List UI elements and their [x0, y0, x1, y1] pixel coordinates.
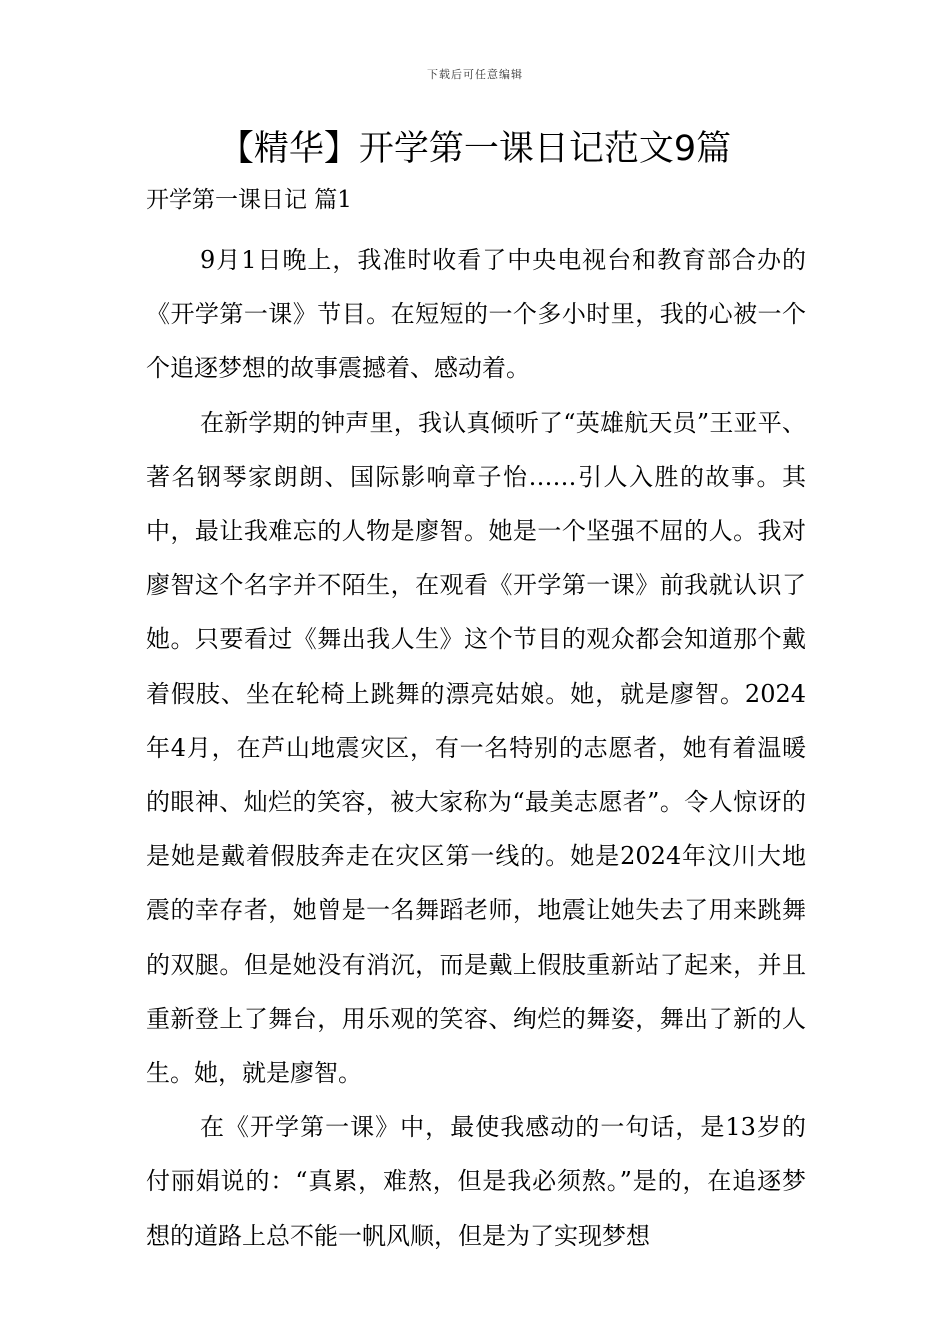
document-title: 【精华】开学第一课日记范文9篇	[218, 129, 732, 169]
paragraph-2: 在新学期的钟声里，我认真倾听了“英雄航天员”王亚平、著名钢琴家朗朗、国际影响章子怡……引人入胜的故事。其中，最让我难忘的人物是廖智。她是一个坚强不屈的人。我对廖智这个名字并不陌生，在观看《开学第一课》前我就认识了她。只要看过《舞出我人生》这个节目的观众都会知道那个戴着假肢、坐在轮椅上跳舞的漂亮姑娘。她，就是廖智。2024年4月，在芦山地震灾区，有一名特别的志愿者，她有着温暖的眼神、灿烂的笑容，被大家称为“最美志愿者”。令人惊讶的是她是戴着假肢奔走在灾区第一线的。她是2024年汶川大地震的幸存者，她曾是一名舞蹈老师，地震让她失去了用来跳舞的双腿。但是她没有消沉，而是戴上假肢重新站了起来，并且重新登上了舞台，用乐观的笑容、绚烂的舞姿，舞出了新的人生。她，就是廖智。	[146, 408, 806, 1088]
document-body	[146, 178, 806, 1263]
paragraph-1: 9月1日晚上，我准时收看了中央电视台和教育部合办的《开学第一课》节目。在短短的一个多小时里，我的心被一个个追逐梦想的故事震撼着、感动着。	[146, 246, 806, 383]
paragraph-3: 在《开学第一课》中，最使我感动的一句话，是13岁的付丽娟说的：“真累，难熬，但是我必须熬。”是的，在追逐梦想的道路上总不能一帆风顺，但是为了实现梦想	[146, 1113, 806, 1250]
section-heading: 开学第一课日记 篇1	[146, 187, 352, 213]
header-note: 下载后可任意编辑	[427, 68, 523, 81]
